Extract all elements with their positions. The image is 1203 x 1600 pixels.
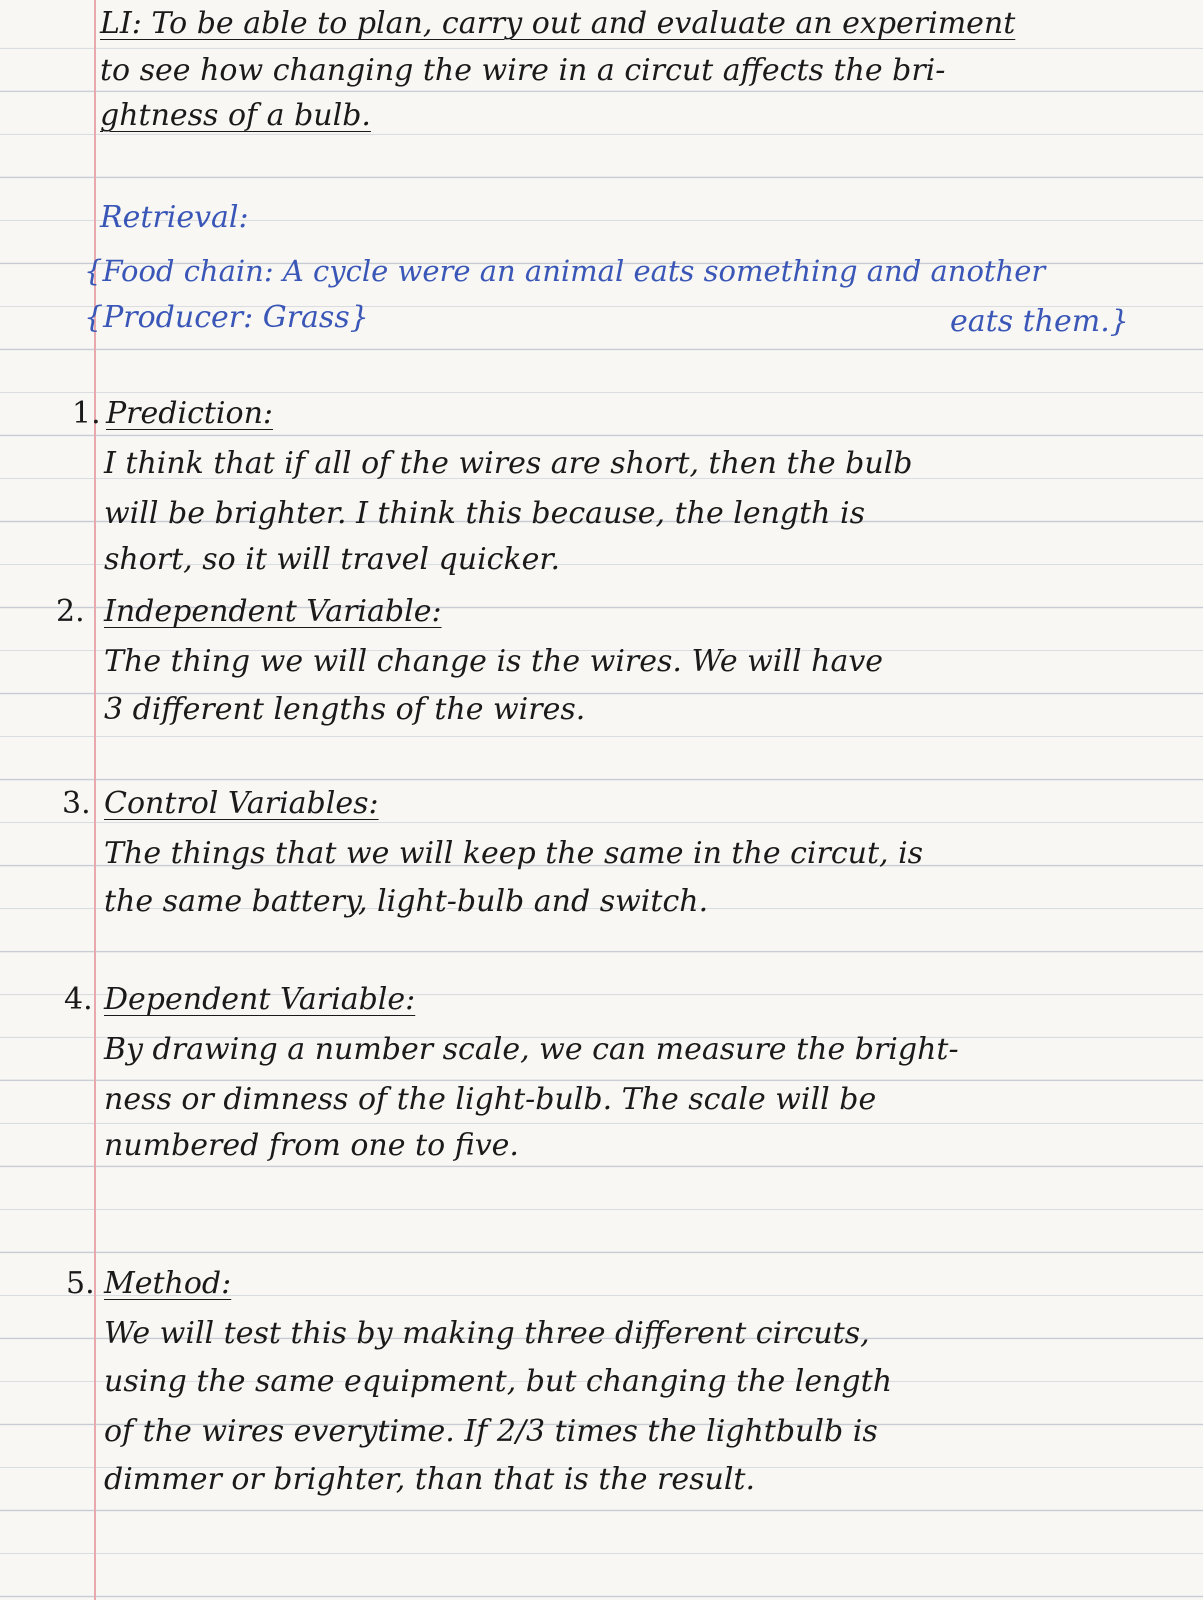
method-line-1: We will test this by making three different circuts, (104, 1316, 870, 1351)
prediction-line-1: I think that if all of the wires are short, then the bulb (104, 446, 913, 481)
learning-intention-line-3: ghtness of a bulb. (100, 98, 371, 133)
section-heading-method: Method: (104, 1266, 232, 1301)
retrieval-line-2a: {Producer: Grass} (84, 300, 369, 335)
method-line-4: dimmer or brighter, than that is the result. (104, 1462, 756, 1497)
section-number-3: 3. (62, 786, 91, 821)
prediction-line-2: will be brighter. I think this because, the length is (104, 496, 866, 531)
dependent-variable-line-2: ness or dimness of the light-bulb. The scale will be (104, 1082, 877, 1117)
independent-variable-line-2: 3 different lengths of the wires. (104, 692, 586, 727)
retrieval-line-1: {Food chain: A cycle were an animal eats something and another (84, 254, 1046, 288)
section-heading-prediction: Prediction: (106, 396, 274, 431)
retrieval-line-2b: eats them.} (950, 304, 1129, 339)
learning-intention-line-2: to see how changing the wire in a circut affects the bri- (100, 53, 946, 88)
section-heading-control-variables: Control Variables: (104, 786, 379, 821)
section-number-4: 4. (64, 982, 93, 1017)
section-heading-independent-variable: Independent Variable: (104, 594, 442, 629)
learning-intention-line-1: LI: To be able to plan, carry out and evaluate an experiment (100, 6, 1016, 41)
control-variables-line-1: The things that we will keep the same in the circut, is (104, 836, 924, 871)
section-number-1: 1. (72, 396, 101, 431)
margin-line (94, 0, 96, 1600)
dependent-variable-line-3: numbered from one to five. (104, 1128, 519, 1163)
control-variables-line-2: the same battery, light-bulb and switch. (104, 884, 709, 919)
method-line-2: using the same equipment, but changing the length (104, 1364, 893, 1399)
dependent-variable-line-1: By drawing a number scale, we can measure the bright- (104, 1032, 959, 1067)
prediction-line-3: short, so it will travel quicker. (104, 542, 560, 577)
method-line-3: of the wires everytime. If 2/3 times the lightbulb is (104, 1414, 878, 1449)
section-heading-dependent-variable: Dependent Variable: (104, 982, 416, 1017)
retrieval-heading: Retrieval: (100, 200, 249, 235)
independent-variable-line-1: The thing we will change is the wires. We will have (104, 644, 884, 679)
section-number-2: 2. (56, 594, 85, 629)
section-number-5: 5. (66, 1266, 95, 1301)
